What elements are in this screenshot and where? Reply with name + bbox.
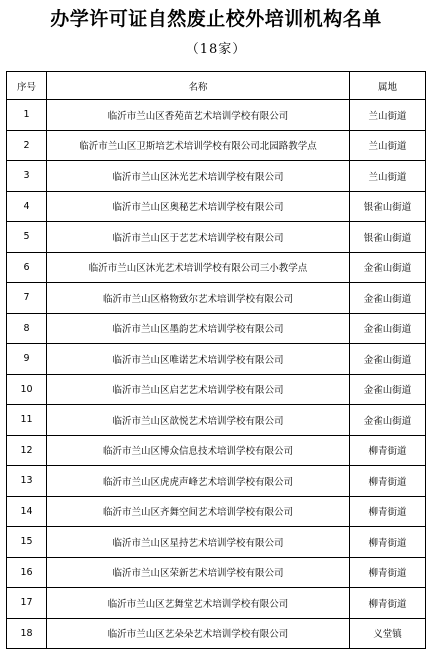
cell-institution-name: 临沂市兰山区艺舞堂艺术培训学校有限公司 [47, 588, 350, 619]
cell-institution-name: 临沂市兰山区艺朵朵艺术培训学校有限公司 [47, 618, 350, 649]
table-body [7, 100, 426, 649]
cell-serial-number: 17 [7, 588, 47, 619]
cell-serial-number: 10 [7, 374, 47, 405]
cell-jurisdiction: 金雀山街道 [350, 313, 426, 344]
table-row [7, 252, 426, 283]
document-subtitle: （18家） [185, 42, 247, 57]
table-row [7, 161, 426, 192]
cell-jurisdiction: 柳青街道 [350, 496, 426, 527]
table-row [7, 313, 426, 344]
table-row [7, 222, 426, 253]
cell-institution-name: 临沂市兰山区沐光艺术培训学校有限公司 [47, 161, 350, 192]
cell-jurisdiction: 兰山街道 [350, 100, 426, 131]
cell-serial-number: 6 [7, 252, 47, 283]
header-name: 名称 [47, 72, 350, 100]
table-row [7, 100, 426, 131]
cell-serial-number: 2 [7, 130, 47, 161]
table-row [7, 435, 426, 466]
table-row [7, 618, 426, 649]
cell-serial-number: 11 [7, 405, 47, 436]
cell-institution-name: 临沂市兰山区荣新艺术培训学校有限公司 [47, 557, 350, 588]
table-header-row [7, 72, 426, 100]
cell-jurisdiction: 银雀山街道 [350, 191, 426, 222]
cell-institution-name: 临沂市兰山区唯诺艺术培训学校有限公司 [47, 344, 350, 375]
table-row [7, 130, 426, 161]
cell-serial-number: 8 [7, 313, 47, 344]
cell-institution-name: 临沂市兰山区格物致尔艺术培训学校有限公司 [47, 283, 350, 314]
cell-serial-number: 5 [7, 222, 47, 253]
cell-institution-name: 临沂市兰山区歆悦艺术培训学校有限公司 [47, 405, 350, 436]
cell-serial-number: 4 [7, 191, 47, 222]
table-row [7, 405, 426, 436]
institution-table [6, 71, 426, 649]
cell-institution-name: 临沂市兰山区博众信息技术培训学校有限公司 [47, 435, 350, 466]
document-title: 办学许可证自然废止校外培训机构名单 [50, 8, 382, 30]
header-serial-number: 序号 [7, 72, 47, 100]
table-row [7, 374, 426, 405]
cell-jurisdiction: 兰山街道 [350, 130, 426, 161]
cell-jurisdiction: 柳青街道 [350, 435, 426, 466]
table-row [7, 283, 426, 314]
cell-jurisdiction: 金雀山街道 [350, 405, 426, 436]
cell-jurisdiction: 金雀山街道 [350, 252, 426, 283]
cell-serial-number: 12 [7, 435, 47, 466]
cell-serial-number: 13 [7, 466, 47, 497]
header-jurisdiction: 属地 [350, 72, 426, 100]
cell-institution-name: 临沂市兰山区齐舞空间艺术培训学校有限公司 [47, 496, 350, 527]
cell-institution-name: 临沂市兰山区虎虎声峰艺术培训学校有限公司 [47, 466, 350, 497]
cell-institution-name: 临沂市兰山区星持艺术培训学校有限公司 [47, 527, 350, 558]
table-row [7, 557, 426, 588]
cell-jurisdiction: 银雀山街道 [350, 222, 426, 253]
cell-jurisdiction: 柳青街道 [350, 466, 426, 497]
cell-jurisdiction: 柳青街道 [350, 588, 426, 619]
cell-institution-name: 临沂市兰山区启艺艺术培训学校有限公司 [47, 374, 350, 405]
table-row [7, 527, 426, 558]
cell-institution-name: 临沂市兰山区卫斯培艺术培训学校有限公司北园路教学点 [47, 130, 350, 161]
cell-jurisdiction: 金雀山街道 [350, 344, 426, 375]
cell-serial-number: 15 [7, 527, 47, 558]
table-row [7, 588, 426, 619]
cell-institution-name: 临沂市兰山区墨韵艺术培训学校有限公司 [47, 313, 350, 344]
cell-serial-number: 1 [7, 100, 47, 131]
cell-jurisdiction: 兰山街道 [350, 161, 426, 192]
cell-institution-name: 临沂市兰山区于艺艺术培训学校有限公司 [47, 222, 350, 253]
cell-jurisdiction: 金雀山街道 [350, 283, 426, 314]
cell-serial-number: 18 [7, 618, 47, 649]
cell-institution-name: 临沂市兰山区香苑苗艺术培训学校有限公司 [47, 100, 350, 131]
cell-serial-number: 14 [7, 496, 47, 527]
cell-serial-number: 16 [7, 557, 47, 588]
table-row [7, 466, 426, 497]
cell-jurisdiction: 金雀山街道 [350, 374, 426, 405]
cell-jurisdiction: 柳青街道 [350, 527, 426, 558]
cell-institution-name: 临沂市兰山区奥秘艺术培训学校有限公司 [47, 191, 350, 222]
table-row [7, 496, 426, 527]
cell-serial-number: 9 [7, 344, 47, 375]
cell-institution-name: 临沂市兰山区沐光艺术培训学校有限公司三小教学点 [47, 252, 350, 283]
cell-jurisdiction: 柳青街道 [350, 557, 426, 588]
cell-jurisdiction: 义堂镇 [350, 618, 426, 649]
cell-serial-number: 3 [7, 161, 47, 192]
table-row [7, 344, 426, 375]
cell-serial-number: 7 [7, 283, 47, 314]
table-row [7, 191, 426, 222]
